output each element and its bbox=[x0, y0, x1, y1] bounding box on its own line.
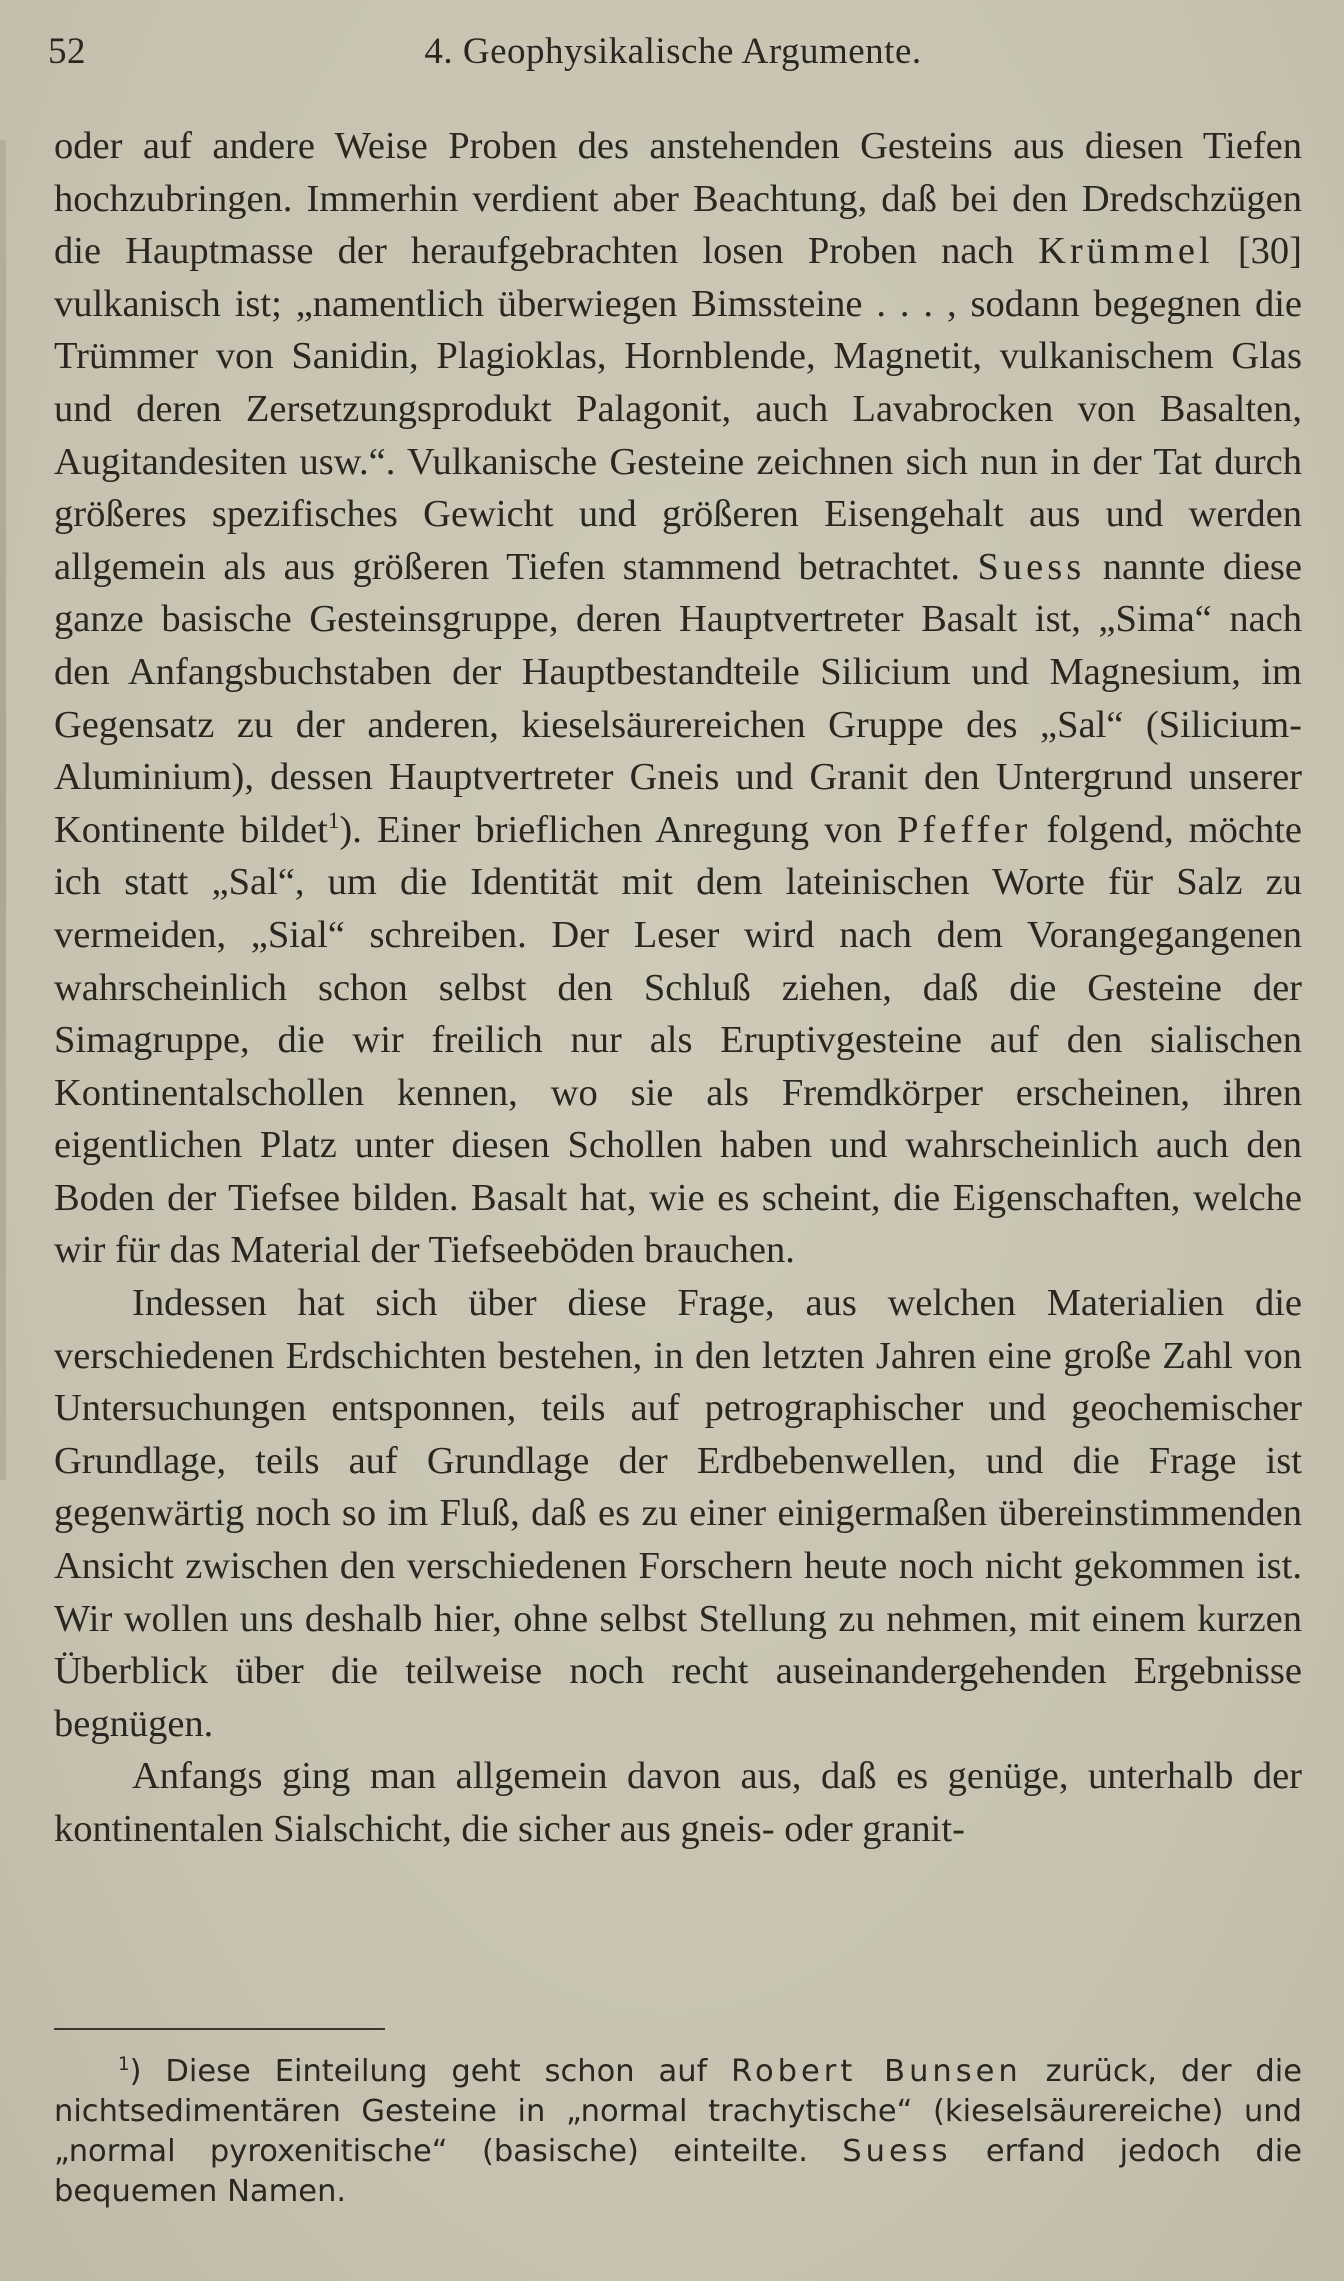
text-run: [30] vulkanisch ist; „namentlich überwiegen Bimssteine . . . , sodann begegnen die Trümmer von Sanidin, Plagioklas, Hornblende, Magnetit, vulkanischem Glas und deren Zersetzungsprodukt Palagonit, auch Lavabrocken von Basalten, Augitandesiten usw.“. Vulkanische Gesteine zeichnen sich nun in der Tat durch größeres spezifisches Gewicht und größeren Eisengehalt aus und werden allgemein als aus größeren Tiefen stammend betrachtet. bbox=[54, 230, 1302, 588]
paragraph-1 bbox=[54, 120, 1302, 1277]
paragraph-2: Indessen hat sich über diese Frage, aus welchen Materialien die verschiedenen Erdschichten bestehen, in den letzten Jahren eine große Zahl von Untersuchungen entsponnen, teils auf petrographischer und geochemischer Grundlage, teils auf Grundlage der Erdbebenwellen, und die Frage ist gegenwärtig noch so im Fluß, daß es zu einer einigermaßen übereinstimmenden Ansicht zwischen den verschiedenen Forschern heute noch nicht gekommen ist. Wir wollen uns deshalb hier, ohne selbst Stellung zu nehmen, mit einem kurzen Überblick über die teilweise noch recht auseinandergehenden Ergebnisse begnügen. bbox=[54, 1282, 1302, 1745]
body-text bbox=[54, 120, 1302, 1856]
text-run: erfand jedoch die bequemen Namen. bbox=[54, 2134, 1302, 2209]
page-number: 52 bbox=[48, 31, 86, 72]
text-run: nannte diese ganze basische Gesteinsgruppe, deren Hauptvertreter Basalt ist, „Sima“ nach den Anfangsbuchstaben der Hauptbestandteile Silicium und Magnesium, im Gegensatz zu der anderen, kieselsäurereichen Gruppe des „Sal“ (Silicium-Aluminium), dessen Hauptvertreter Gneis und Granit den Untergrund unserer Kontinente bildet bbox=[54, 545, 1302, 851]
running-title: 4. Geophysikalische Argumente. bbox=[424, 31, 922, 72]
author-name-kruemmel: Krümmel bbox=[1038, 230, 1214, 273]
author-name-suess-footnote: Suess bbox=[842, 2134, 952, 2169]
footnote-marker: 1 bbox=[118, 2053, 130, 2075]
text-run: oder auf andere Weise Proben des anstehenden Gesteins aus diesen Tiefen hochzubringen. Immerhin verdient aber Beachtung, daß bei den Dredschzügen die Hauptmasse der heraufgebrachten losen Proben nach bbox=[54, 125, 1302, 273]
text-run: folgend, möchte ich statt „Sal“, um die Identität mit dem lateinischen Worte für Salz zu vermeiden, „Sial“ schreiben. Der Leser wird nach dem Vorangegangenen wahrscheinlich schon selbst den Schluß ziehen, daß die Gesteine der Simagruppe, die wir freilich nur als Eruptivgesteine auf den sialischen Kontinentalschollen kennen, wo sie als Fremdkörper erscheinen, ihren eigentlichen Platz unter diesen Schollen haben und wahrscheinlich auch den Boden der Tiefsee bilden. Basalt hat, wie es scheint, die Eigenschaften, welche wir für das Material der Tiefseeböden brauchen. bbox=[54, 808, 1302, 1272]
paragraph-3: Anfangs ging man allgemein davon aus, daß es genüge, unterhalb der kontinentalen Sialschicht, die sicher aus gneis- oder granit- bbox=[54, 1755, 1302, 1850]
page-edge-shadow bbox=[0, 140, 6, 1480]
text-run: zurück, der die nichtsedimentären Gesteine in „normal trachytische“ (kieselsäurereiche) und „normal pyroxenitische“ (basische) einteilte. bbox=[54, 2054, 1303, 2169]
author-name-bunsen: Robert Bunsen bbox=[731, 2054, 1022, 2089]
footnote-text bbox=[54, 2052, 1302, 2212]
text-run: ). Einer brieflichen Anregung von bbox=[339, 808, 898, 851]
footnote bbox=[54, 2052, 1302, 2212]
footnote-rule bbox=[54, 2028, 385, 2030]
footnote-reference: 1 bbox=[327, 806, 340, 833]
text-run: ) Diese Einteilung geht schon auf bbox=[129, 2054, 732, 2089]
author-name-suess: Suess bbox=[977, 545, 1086, 588]
page-header bbox=[48, 22, 1298, 82]
author-name-pfeffer: Pfeffer bbox=[897, 808, 1032, 851]
